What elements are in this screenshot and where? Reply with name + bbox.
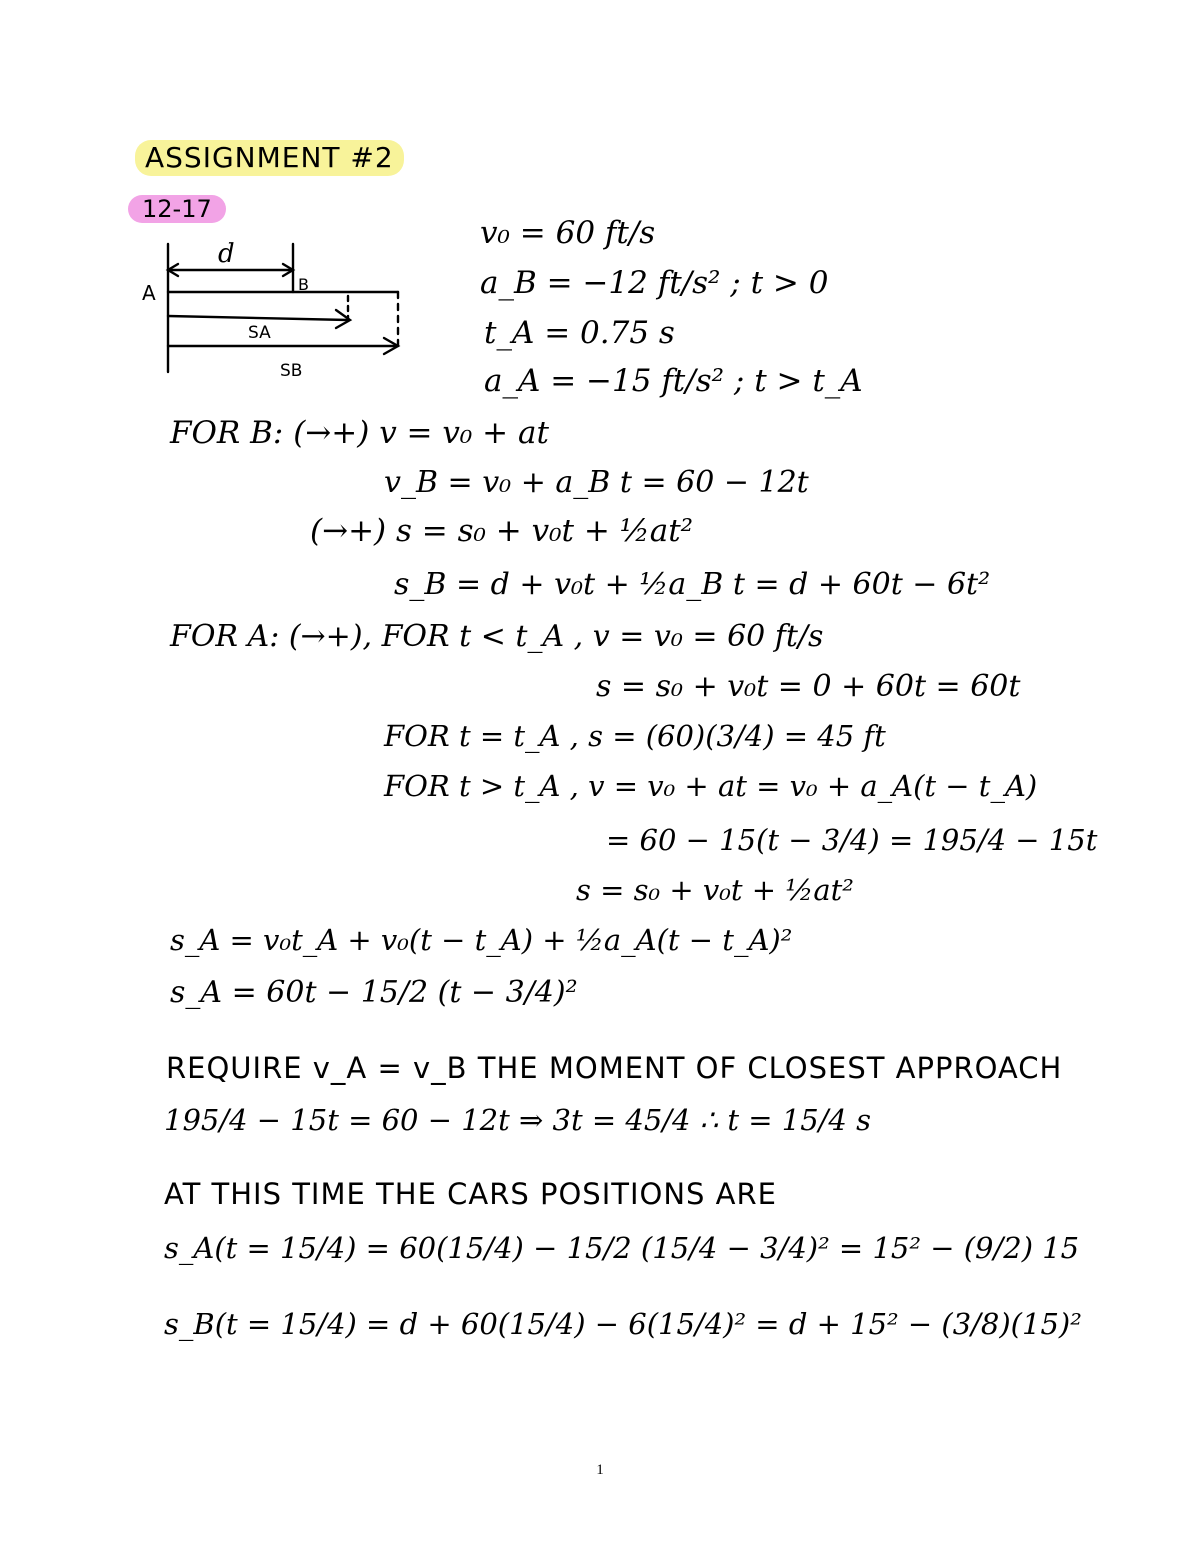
label-sa: SA <box>248 323 271 343</box>
given-aA: a_A = −15 ft/s² ; t > t_A <box>484 363 863 399</box>
label-a: A <box>142 281 156 305</box>
given-aB: a_B = −12 ft/s² ; t > 0 <box>480 265 829 301</box>
line-at-this-time: AT THIS TIME THE CARS POSITIONS ARE <box>164 1177 777 1211</box>
line-s-eq: (→+) s = s₀ + v₀t + ½at² <box>310 513 694 549</box>
label-sb: SB <box>280 361 303 381</box>
line-solve-t: 195/4 − 15t = 60 − 12t ⇒ 3t = 45/4 ∴ t = 15/4 s <box>164 1103 871 1137</box>
line-s-general: s = s₀ + v₀t + ½at² <box>576 873 854 907</box>
given-tA: t_A = 0.75 s <box>484 315 675 351</box>
line-vB: v_B = v₀ + a_B t = 60 − 12t <box>384 465 809 500</box>
assignment-title: ASSIGNMENT #2 <box>135 140 404 176</box>
line-s-60t: s = s₀ + v₀t = 0 + 60t = 60t <box>596 669 1021 704</box>
line-sB: s_B = d + v₀t + ½a_B t = d + 60t − 6t² <box>394 567 991 602</box>
line-vA: = 60 − 15(t − 3/4) = 195/4 − 15t <box>606 823 1098 857</box>
line-for-a: FOR A: (→+), FOR t < t_A , v = v₀ = 60 ft/s <box>170 619 824 654</box>
problem-number: 12-17 <box>128 195 226 223</box>
motion-diagram <box>130 230 420 390</box>
line-for-b: FOR B: (→+) v = v₀ + at <box>170 415 549 451</box>
page-number: 1 <box>596 1462 604 1478</box>
line-t-gt-tA: FOR t > t_A , v = v₀ + at = v₀ + a_A(t − t_A) <box>384 769 1038 803</box>
line-sA: s_A = 60t − 15/2 (t − 3/4)² <box>170 975 578 1010</box>
line-sB-value: s_B(t = 15/4) = d + 60(15/4) − 6(15/4)² = d + 15² − (3/8)(15)² <box>164 1307 1082 1341</box>
label-d: d <box>218 239 235 269</box>
line-sA-def: s_A = v₀t_A + v₀(t − t_A) + ½a_A(t − t_A)² <box>170 923 793 957</box>
label-b: B <box>298 275 309 294</box>
line-sA-value: s_A(t = 15/4) = 60(15/4) − 15/2 (15/4 − 3/4)² = 15² − (9/2) 15 <box>164 1231 1080 1265</box>
line-require: REQUIRE v_A = v_B THE MOMENT OF CLOSEST APPROACH <box>166 1051 1063 1085</box>
line-t-eq-tA: FOR t = t_A , s = (60)(3/4) = 45 ft <box>384 719 886 753</box>
given-v0: v₀ = 60 ft/s <box>480 215 656 251</box>
